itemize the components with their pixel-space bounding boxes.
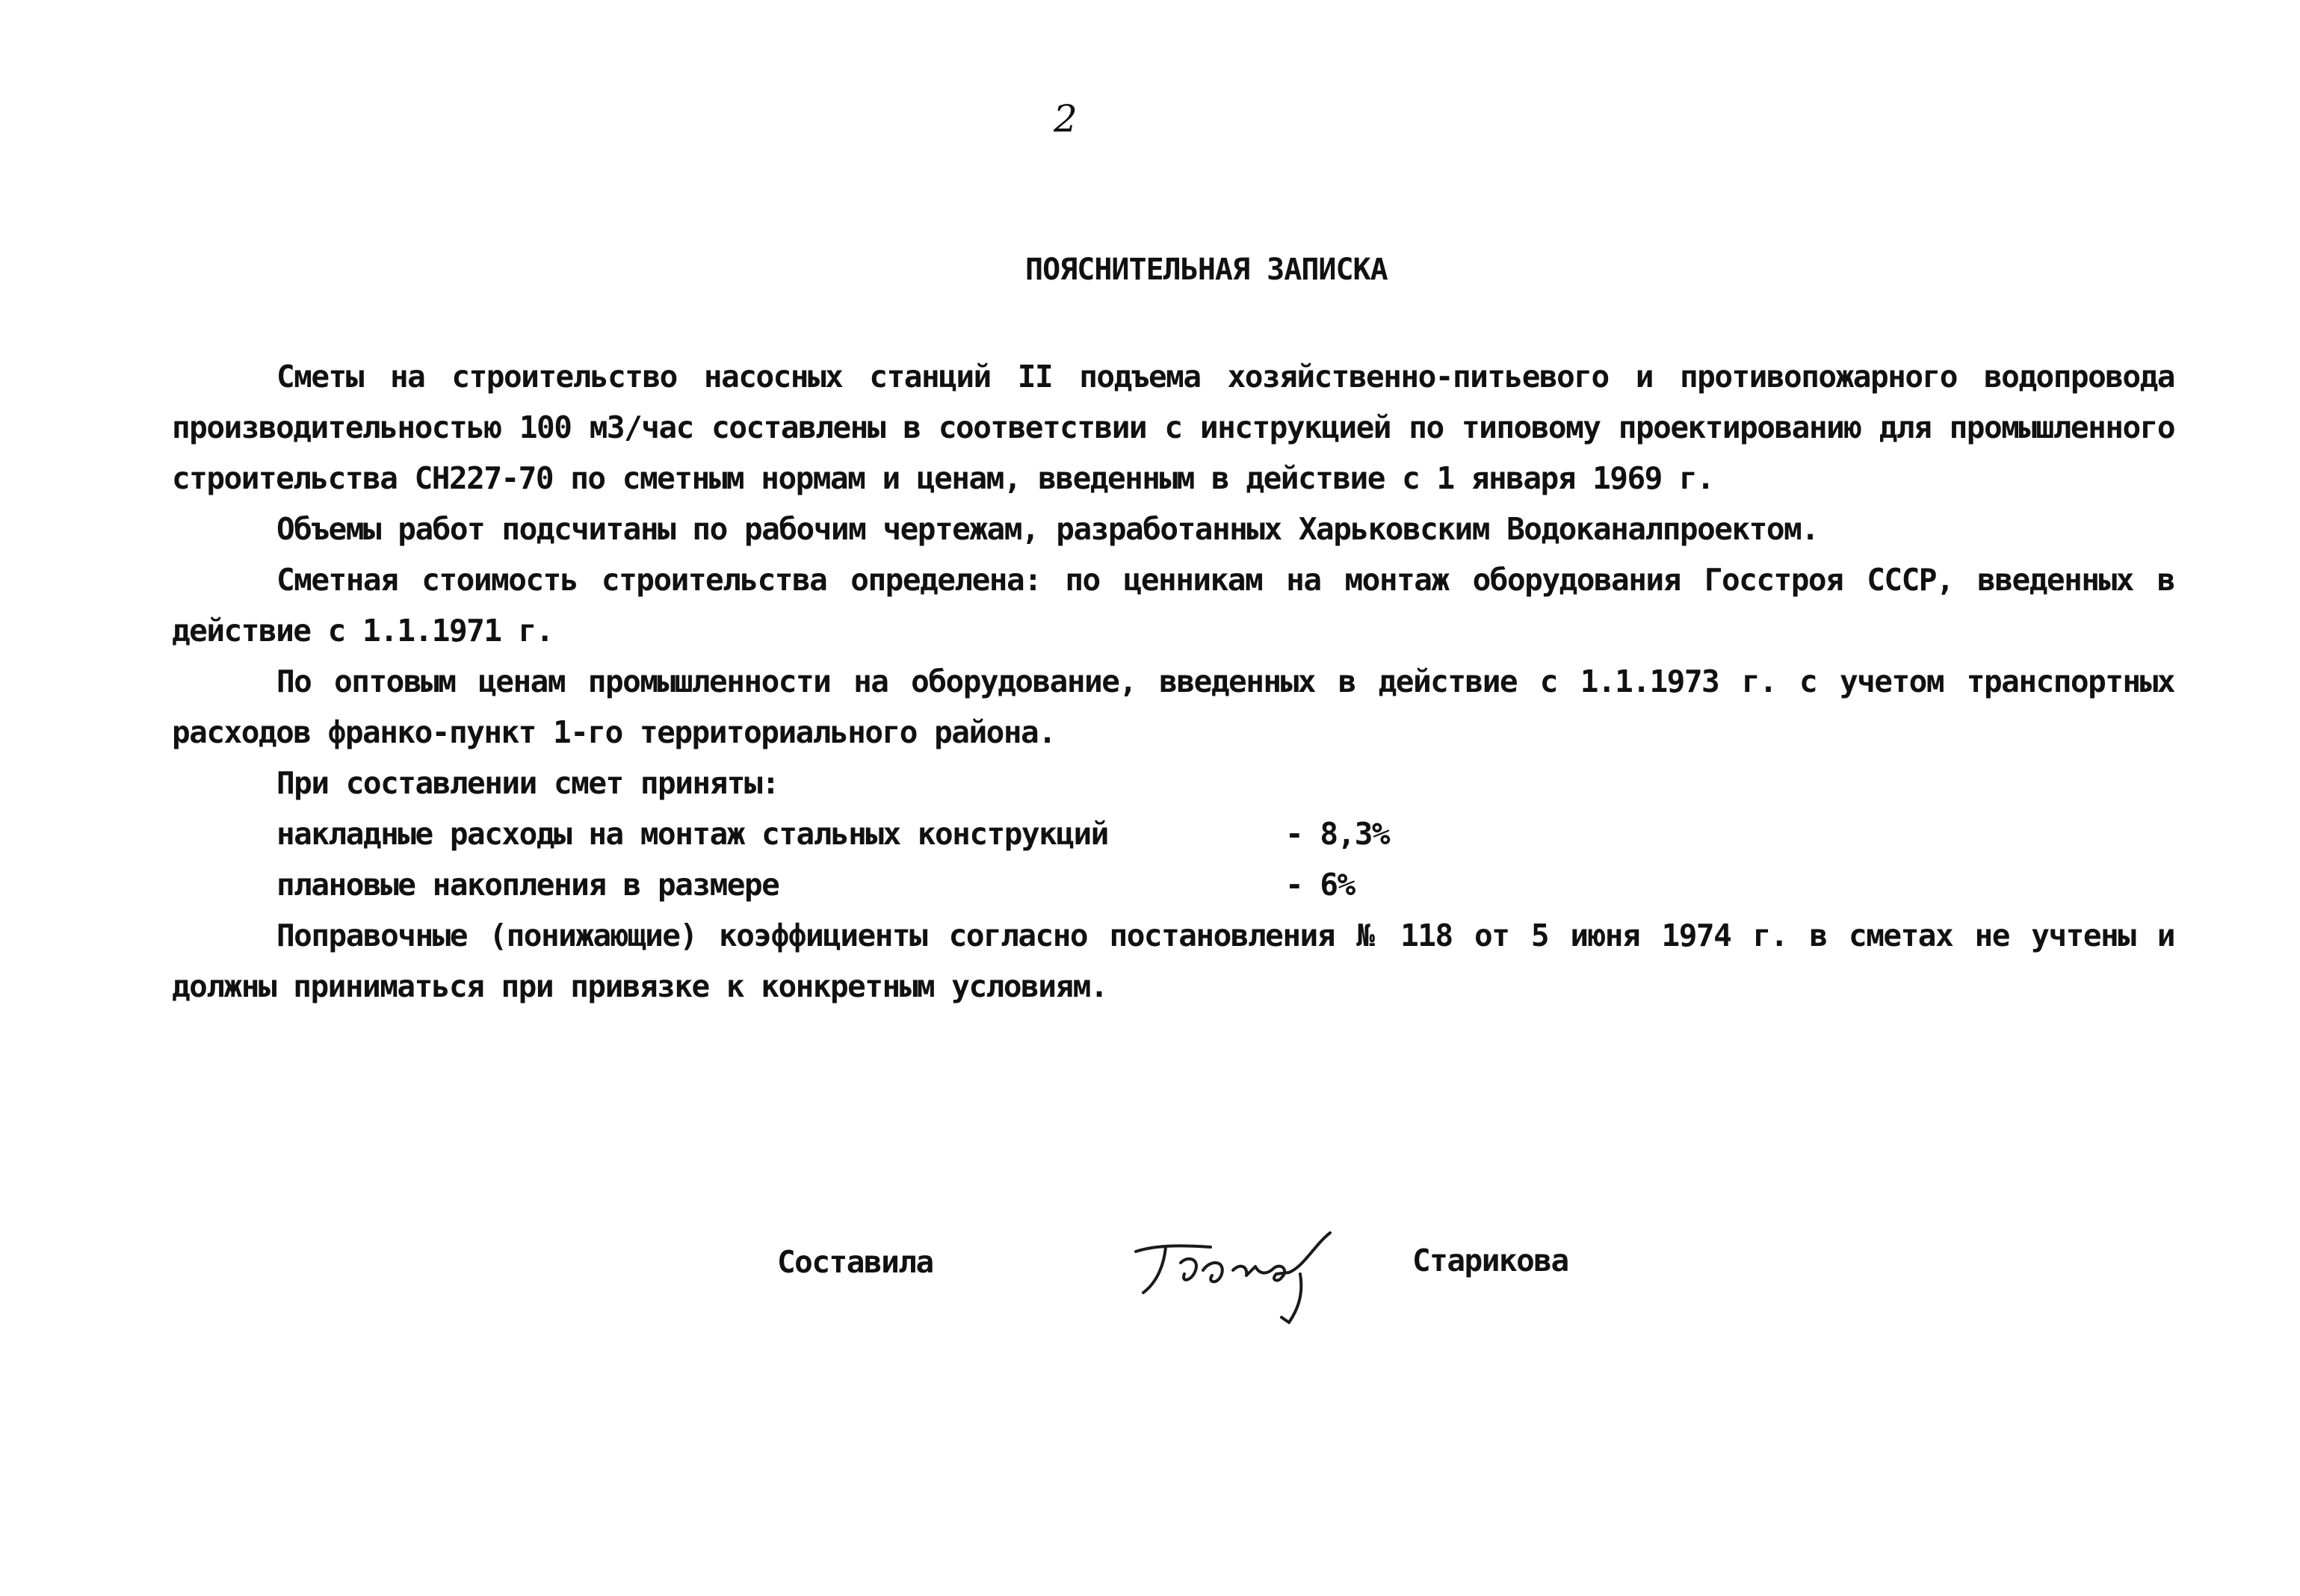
rate-value-savings: - 6% (1285, 867, 1355, 903)
rate-row-overhead (276, 808, 2174, 859)
page-number: 2 (1054, 97, 1078, 140)
paragraph-wholesale-prices: По оптовым ценам промышленности на оборудование, введенных в действие с 1.1.1973 г. с учетом транспортных расходов франко-пункт 1-го территориального района. (172, 664, 2174, 750)
rate-label-savings: плановые накопления в размере (276, 867, 779, 903)
paragraph-correction-coefficients: Поправочные (понижающие) коэффициенты согласно постановления № 118 от 5 июня 1974 г. в сметах не учтены и должны приниматься при привязке к конкретным условиям. (172, 918, 2174, 1004)
signatory-name: Старикова (1412, 1243, 1568, 1278)
document-title: ПОЯСНИТЕЛЬНАЯ ЗАПИСКА (1025, 253, 1388, 287)
paragraph-accepted-rates-intro: При составлении смет приняты: (276, 765, 779, 801)
paragraph-scope: Сметы на строительство насосных станций II подъема хозяйственно-питьевого и противопожарного водопровода производительностью 100 м3/час составлены в соответствии с инструкцией по типовому проектированию для промышленного строительства СН227-70 по сметным нормам и ценам, введенным в действие с 1 января 1969 г. (172, 359, 2174, 496)
explanatory-note-body (172, 351, 2174, 1012)
signature-label: Составила (777, 1244, 933, 1280)
paragraph-volumes: Объемы работ подсчитаны по рабочим чертежам, разработанных Харьковским Водоканалпроектом. (276, 511, 1819, 547)
rate-row-savings (276, 859, 2174, 910)
paragraph-cost-basis: Сметная стоимость строительства определена: по ценникам на монтаж оборудования Госстроя СССР, введенных в действие с 1.1.1971 г. (172, 562, 2174, 649)
rate-label-overhead: накладные расходы на монтаж стальных конструкций (276, 816, 1108, 852)
rate-value-overhead: - 8,3% (1285, 816, 1390, 852)
signature-block (777, 1229, 1674, 1334)
handwritten-signature-icon (1128, 1229, 1375, 1334)
